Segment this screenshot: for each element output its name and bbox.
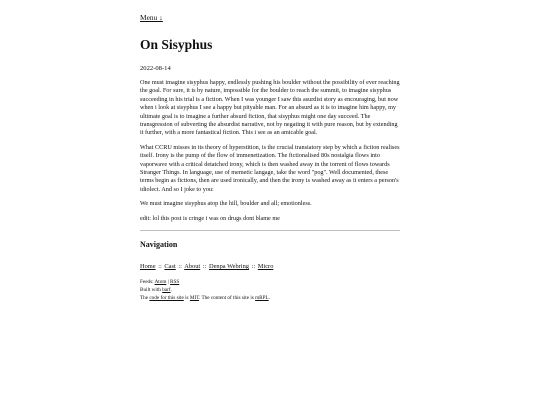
post-paragraph: edit: lol this post is cringe i was on drugs dont blame me bbox=[140, 214, 280, 222]
nav-link-cast[interactable]: Cast bbox=[164, 263, 176, 271]
nav-link-home[interactable]: Home bbox=[140, 263, 156, 271]
nav-link-micro[interactable]: Micro bbox=[257, 263, 274, 271]
footer bbox=[140, 278, 402, 302]
menu-link[interactable]: Menu ↓ bbox=[140, 13, 163, 22]
post-paragraph: We must imagine sisyphus atop the hill, boulder and all; emotionless. bbox=[140, 200, 312, 208]
feeds-separator: | bbox=[166, 279, 171, 286]
post-paragraph: What CCRU misses in its theory of hyperstition, is the crucial transiatory step by which a fiction realises itself. Irony is the pump of the flow of immenetization. The fictionalised 80s nostalgia flows into vaporwave with a critical detatched irony, which is then washed away in the torrent of flows towards Stranger Things. In language, use of memetic langage, take the word "pog". Well documented, these terms begin as fictions, then are used ironically, and then the irony is washed away as it enters a person's idiolect. And so I joke to you: bbox=[140, 143, 400, 193]
footer-built-with bbox=[140, 286, 402, 294]
mit-license-link[interactable]: MIT bbox=[189, 295, 199, 302]
content-suffix: . bbox=[268, 295, 270, 302]
site-code-link[interactable]: code for this site bbox=[149, 295, 184, 302]
page bbox=[140, 7, 402, 302]
code-prefix: The bbox=[140, 295, 150, 302]
nav-link-about[interactable]: About bbox=[184, 263, 201, 271]
content-mid: . The content of this site is bbox=[199, 295, 256, 302]
footer-feeds bbox=[140, 278, 402, 286]
post-date: 2022-08-14 bbox=[140, 65, 171, 72]
footer-license bbox=[140, 294, 402, 302]
nav-separator: :: bbox=[251, 263, 256, 271]
feed-atom-link[interactable]: Atom bbox=[154, 279, 167, 286]
nav-separator: :: bbox=[202, 263, 207, 271]
feed-rss-link[interactable]: RSS bbox=[170, 279, 180, 286]
navigation-links bbox=[140, 262, 402, 271]
feeds-label: Feeds: bbox=[140, 279, 155, 286]
built-suffix: . bbox=[170, 287, 172, 294]
nav-link-denpa-webring[interactable]: Denpa Webring bbox=[208, 263, 249, 271]
nav-separator: :: bbox=[158, 263, 162, 271]
barf-link[interactable]: barf bbox=[162, 287, 171, 294]
built-label: Built with bbox=[140, 287, 163, 294]
post-body bbox=[140, 79, 402, 223]
post-paragraph: One must imagine sisyphus happy, endlessly pushing his boulder without the possibility of ever reaching the goal. For sure, it is by nature, impossible for the boulder to reach the summit, to imagine sisyphus succeeding in his trial is a fiction. When I was younger I saw this asurdist story as encouraging, but now when i look at sisyphus I see a happy but pityable man. For an absurd as it is to imagine him happy, my ultimate goal is to imagine a further absurd fiction, that sisyphus might one day succeed. The transgression of subverting the absurdist narrative, not by negating it with pure reason, but by extending it further, with a more fantastical fiction. This i see as an amicable goal. bbox=[140, 79, 400, 137]
mrpl-license-link[interactable]: mRPL bbox=[255, 295, 269, 302]
code-mid: is bbox=[183, 295, 190, 302]
divider bbox=[140, 230, 400, 231]
nav-separator: :: bbox=[178, 263, 182, 271]
post-title: On Sisyphus bbox=[140, 37, 213, 52]
navigation-heading: Navigation bbox=[140, 240, 178, 250]
